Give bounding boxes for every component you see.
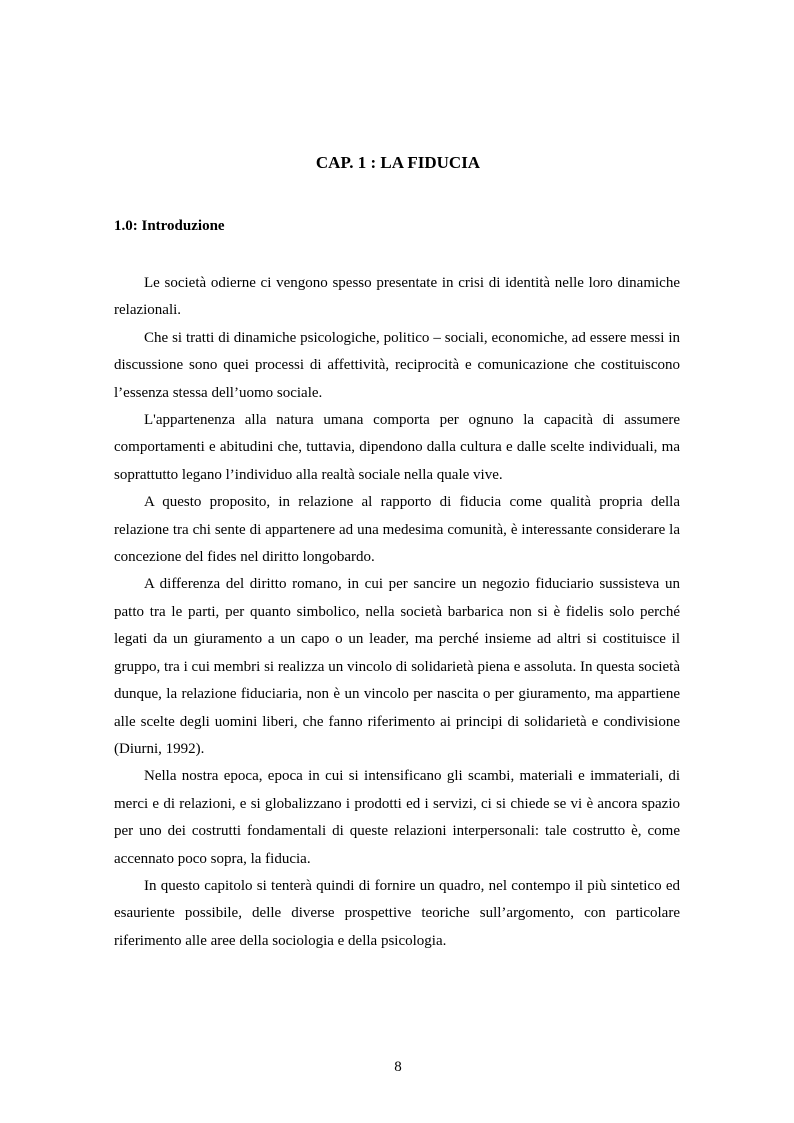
paragraph: Nella nostra epoca, epoca in cui si intensificano gli scambi, materiali e immateriali, di merci e di relazioni, e si globalizzano i prodotti ed i servizi, ci si chiede se vi è ancora spazio per uno dei costrutti fondamentali di queste relazioni interpersonali: tale costrutto è, come accennato poco sopra, la fiducia.: [114, 768, 680, 867]
paragraph: In questo capitolo si tenterà quindi di fornire un quadro, nel contempo il più sintetico ed esauriente possibile, delle diverse prospettive teoriche sull’argomento, con particolare riferimento alle aree della sociologia e della psicologia.: [114, 877, 680, 949]
paragraph: L'appartenenza alla natura umana comporta per ognuno la capacità di assumere comportamenti e abitudini che, tuttavia, dipendono dalla cultura e dalle scelte individuali, ma soprattutto legano l’individuo alla realtà sociale nella quale vive.: [114, 412, 680, 483]
paragraph: Le società odierne ci vengono spesso presentate in crisi di identità nelle loro dinamiche relazionali.: [114, 275, 680, 319]
body-text: [114, 270, 680, 955]
chapter-title: CAP. 1 : LA FIDUCIA: [315, 153, 481, 172]
paragraph: Che si tratti di dinamiche psicologiche, politico – sociali, economiche, ad essere messi in discussione sono quei processi di affettività, reciprocità e comunicazione che costituiscono l’essenza stessa dell’uomo sociale.: [114, 329, 680, 401]
page-number: 8: [394, 1059, 402, 1075]
paragraph: A differenza del diritto romano, in cui per sancire un negozio fiduciario sussisteva un patto tra le parti, per quanto simbolico, nella società barbarica non si è fidelis solo perché legati da un giuramento a un capo o un leader, ma perché insieme ad altri si costituisce il gruppo, tra i cui membri si realizza un vincolo di solidarietà piena e assoluta. In questa società dunque, la relazione fiduciaria, non è un vincolo per nascita o per giuramento, ma appartiene alle scelte degli uomini liberi, che fanno riferimento ai principi di solidarietà e condivisione (Diurni, 1992).: [114, 576, 680, 757]
section-heading: 1.0: Introduzione: [114, 218, 225, 234]
paragraph: A questo proposito, in relazione al rapporto di fiducia come qualità propria della relazione tra chi sente di appartenere ad una medesima comunità, è interessante considerare la concezione del fides nel diritto longobardo.: [114, 494, 680, 566]
